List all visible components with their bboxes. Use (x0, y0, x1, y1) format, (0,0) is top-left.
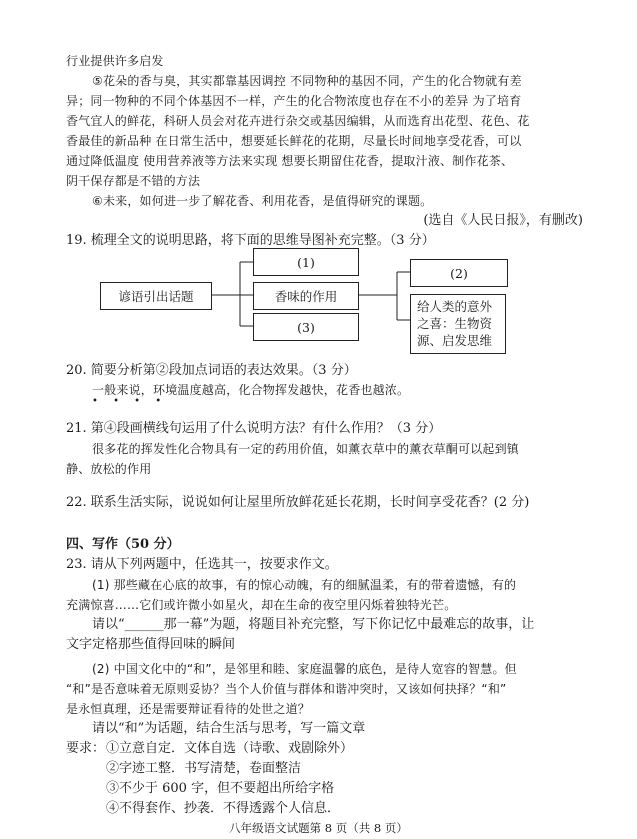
question-22: 22. 联系生活实际，说说如何让屋里所放鲜花延长花期，长时间享受花香？(2 分) (66, 495, 530, 510)
question-21-text-2: 静、放松的作用 (66, 462, 152, 476)
topic2-line-3: 是永恒真理，还是需要辩证看待的处世之道？ (66, 702, 311, 716)
question-19: 19. 梳理全文的说明思路，将下面的思维导图补充完整。（3 分） (66, 233, 435, 248)
emphasis-dots: • • • • (92, 396, 168, 407)
question-21-text-1: 很多花的挥发性化合物具有一定的药用价值，如薰衣草中的薰衣草酮可以起到镇 (92, 442, 520, 456)
node-surprise: 给人类的意外之喜：生物资源、启发思维 (410, 294, 506, 354)
question-21: 21. 第④段画横线句运用了什么说明方法？有什么作用？（3 分） (66, 421, 442, 436)
para5-line-4: 香最佳的新品种 在日常生活中，想要延长鲜花的花期，尽量长时间地享受花香，可以 (66, 134, 522, 148)
topic2-line-2: “和”是否意味着无原则妥协？当个人价值与群体和谐冲突时，又该如何抉择？“和” (66, 682, 507, 696)
para5-line-1: ⑤花朵的香与臭，其实都靠基因调控 不同物种的基因不同，产生的化合物就有差 (92, 74, 522, 88)
topic1-req-1: 请以“______那一幕”为题，将题目补充完整，写下你记忆中最难忘的故事，让 (92, 617, 535, 632)
question-20: 20. 简要分析第②段加点词语的表达效果。（3 分） (66, 363, 357, 378)
requirement-2: ②字迹工整．书写清楚，卷面整洁 (106, 761, 302, 776)
para5-line-2: 异；同一物种的不同个体基因不一样，产生的化合物浓度也存在不小的差异 为了培育 (66, 94, 522, 108)
para5-line-5: 通过降低温度 使用营养液等方法来实现 想要长期留住花香，提取汁液、制作花茶、 (66, 154, 514, 168)
para5-line-3: 香气宜人的鲜花，科研人员会对花卉进行杂交或基因编辑，从而选育出花型、花色、花 (66, 114, 530, 128)
topic1-line-2: 充满惊喜……它们或许微小如星火，却在生命的夜空里闪烁着独特光芒。 (66, 598, 457, 612)
topic1-req-2: 文字定格那些值得回味的瞬间 (66, 637, 236, 652)
topic2-req: 请以“和”为话题，结合生活与思考，写一篇文章 (92, 721, 366, 736)
section-writing: 四、写作（50 分） (66, 537, 180, 552)
node-blank-3: (3) (253, 313, 359, 341)
question-23: 23. 请从下列两题中，任选其一，按要求作文。 (66, 557, 338, 572)
node-center: 香味的作用 (253, 282, 359, 310)
node-blank-2: (2) (410, 259, 508, 287)
requirements-label: 要求： (66, 741, 106, 756)
header-note: 行业提供许多启发 (66, 54, 164, 68)
topic2-line-1: (2) 中国文化中的“和”，是邻里和睦、家庭温馨的底色，是待人宽容的智慧。但 (92, 662, 517, 676)
para6: ⑥未来，如何进一步了解花香、利用花香，是值得研究的课题。 (92, 194, 433, 208)
para5-line-6: 阴干保存都是不错的方法 (66, 174, 201, 188)
requirement-4: ④不得套作、抄袭．不得透露个人信息． (106, 801, 341, 816)
requirement-1: ①立意自定．文体自选（诗歌、戏剧除外） (106, 741, 354, 756)
node-start: 谚语引出话题 (100, 282, 212, 310)
page-footer: 八年级语文试题第 8 页（共 8 页） (229, 821, 408, 835)
source-citation: (选自《人民日报》，有删改) (423, 213, 583, 228)
question-20-text: 一般来说，环境温度越高，化合物挥发越快，花香也越浓。 (92, 383, 410, 397)
node-blank-1: (1) (253, 248, 359, 276)
requirement-3: ③不少于 600 字，但不要超出所给字格 (106, 781, 335, 796)
topic1-line-1: (1) 那些藏在心底的故事，有的惊心动魄，有的细腻温柔，有的带着遗憾，有的 (92, 578, 517, 592)
